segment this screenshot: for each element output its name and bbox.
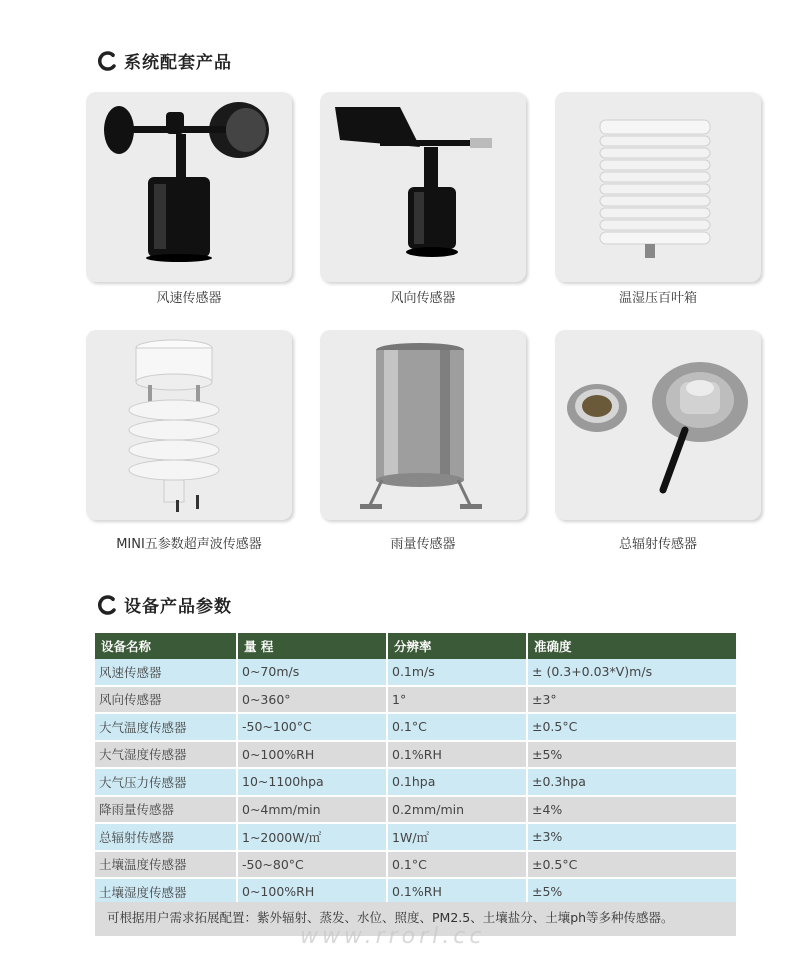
table-cell: 0.2mm/min: [387, 796, 527, 824]
table-cell: 总辐射传感器: [95, 823, 237, 851]
table-cell: 0.1°C: [387, 713, 527, 741]
table-cell: 0~100%RH: [237, 878, 387, 906]
table-cell: -50~80°C: [237, 851, 387, 879]
table-cell: 0~100%RH: [237, 741, 387, 769]
table-cell: 0.1%RH: [387, 878, 527, 906]
table-row: [95, 796, 736, 824]
table-row: [95, 659, 736, 686]
table-cell: 0.1%RH: [387, 741, 527, 769]
column-header: 分辨率: [387, 633, 527, 659]
table-cell: 降雨量传感器: [95, 796, 237, 824]
params-table: [95, 633, 736, 907]
product-caption: 雨量传感器: [390, 537, 456, 552]
rain-gauge-image: [320, 330, 526, 520]
product-card-radiation: [555, 330, 761, 520]
product-card-wind-vane: [320, 92, 526, 282]
table-cell: 土壤湿度传感器: [95, 878, 237, 906]
section-title-products: [98, 48, 232, 73]
table-cell: 土壤温度传感器: [95, 851, 237, 879]
table-row: [95, 686, 736, 714]
table-cell: 0.1hpa: [387, 768, 527, 796]
table-cell: 0.1m/s: [387, 659, 527, 686]
extension-note: 可根据用户需求拓展配置：紫外辐射、蒸发、水位、照度、PM2.5、土壤盐分、土壤ph等多种传感器。: [95, 902, 736, 936]
table-row: [95, 851, 736, 879]
table-cell: ±3°: [527, 686, 736, 714]
table-cell: 1°: [387, 686, 527, 714]
product-caption: 风向传感器: [390, 291, 456, 306]
table-cell: ±3%: [527, 823, 736, 851]
product-caption: 温湿压百叶箱: [618, 291, 697, 306]
watermark: www.rrorl.cc: [300, 924, 486, 949]
product-card-rain-gauge: [320, 330, 526, 520]
table-cell: -50~100°C: [237, 713, 387, 741]
table-cell: 大气湿度传感器: [95, 741, 237, 769]
table-row: [95, 713, 736, 741]
table-cell: 0~360°: [237, 686, 387, 714]
table-cell: 1W/㎡: [387, 823, 527, 851]
radiation-sensor-image: [555, 330, 761, 520]
section-title-text: 系统配套产品: [124, 53, 232, 73]
wind-vane-image: [320, 92, 526, 282]
table-cell: ±5%: [527, 741, 736, 769]
c-logo-icon: [98, 51, 118, 71]
column-header: 设备名称: [95, 633, 237, 659]
ultrasonic-sensor-image: [86, 330, 292, 520]
table-cell: 10~1100hpa: [237, 768, 387, 796]
product-card-anemometer: [86, 92, 292, 282]
table-cell: 大气压力传感器: [95, 768, 237, 796]
table-cell: ±5%: [527, 878, 736, 906]
table-cell: ±0.5°C: [527, 713, 736, 741]
table-row: [95, 768, 736, 796]
louver-box-image: [555, 92, 761, 282]
table-cell: 风速传感器: [95, 659, 237, 686]
table-row: [95, 741, 736, 769]
table-cell: 风向传感器: [95, 686, 237, 714]
product-card-louver-box: [555, 92, 761, 282]
product-card-ultrasonic: [86, 330, 292, 520]
product-caption: 风速传感器: [156, 291, 222, 306]
table-cell: ±0.5°C: [527, 851, 736, 879]
table-cell: ±0.3hpa: [527, 768, 736, 796]
column-header: 准确度: [527, 633, 736, 659]
product-caption: MINI五参数超声波传感器: [116, 537, 262, 552]
table-cell: 大气温度传感器: [95, 713, 237, 741]
table-cell: ± (0.3+0.03*V)m/s: [527, 659, 736, 686]
anemometer-image: [86, 92, 292, 282]
column-header: 量 程: [237, 633, 387, 659]
table-cell: 0.1°C: [387, 851, 527, 879]
table-cell: 0~4mm/min: [237, 796, 387, 824]
product-caption: 总辐射传感器: [618, 537, 697, 552]
table-header-row: [95, 633, 736, 659]
c-logo-icon: [98, 595, 118, 615]
table-cell: 1~2000W/㎡: [237, 823, 387, 851]
table-cell: 0~70m/s: [237, 659, 387, 686]
section-title-text: 设备产品参数: [124, 597, 232, 617]
table-cell: ±4%: [527, 796, 736, 824]
table-row: [95, 823, 736, 851]
section-title-params: [98, 592, 232, 617]
